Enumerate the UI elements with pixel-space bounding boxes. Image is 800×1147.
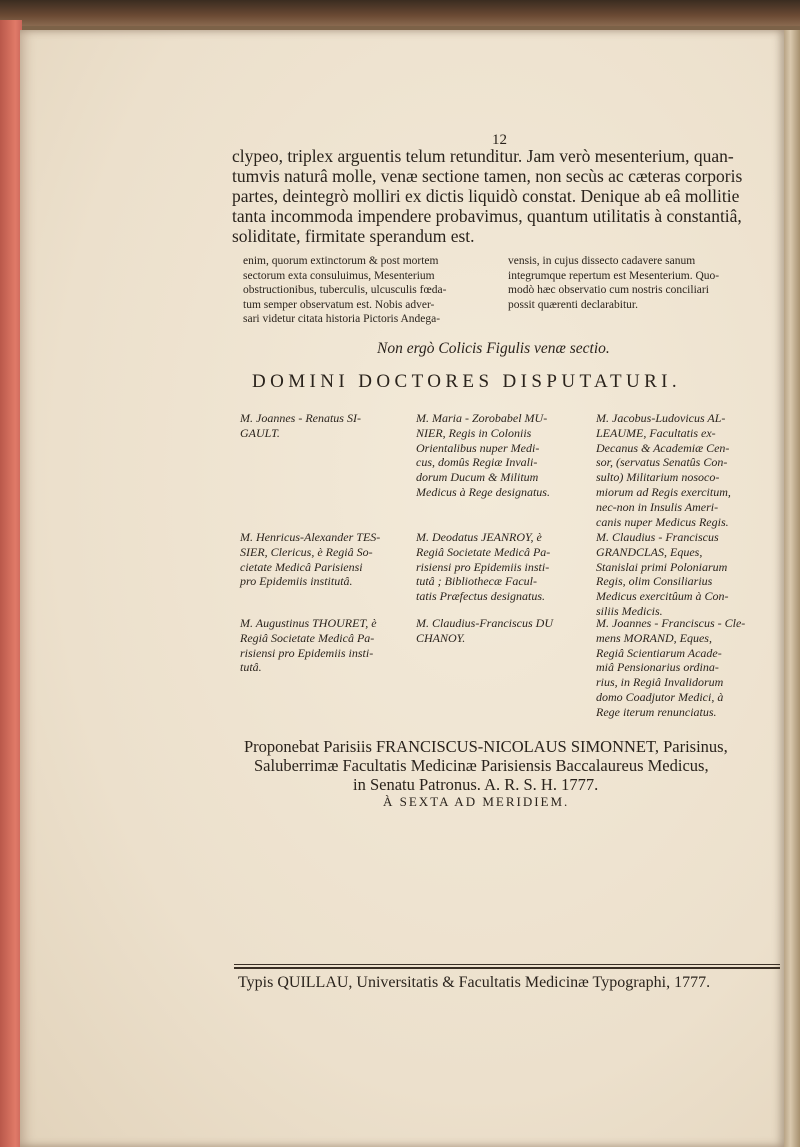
- doctor-entry: [596, 411, 731, 529]
- doctor-line: mens MORAND, Eques,: [596, 630, 712, 645]
- doctor-line: siliis Medicis.: [596, 603, 663, 618]
- time-line: À SEXTA AD MERIDIEM.: [383, 794, 570, 809]
- doctor-line: GAULT.: [240, 425, 280, 440]
- doctor-line: sulto) Militarium nosoco-: [596, 470, 720, 485]
- divider-rule: [234, 964, 780, 965]
- doctor-entry: [240, 411, 361, 441]
- doctor-line: tutâ.: [240, 660, 262, 675]
- doctor-line: M. Jacobus-Ludovicus AL-: [596, 411, 726, 425]
- text-column-left: [243, 254, 446, 327]
- paragraph-line: tanta incommoda impendere probavimus, quantum utilitatis à constantiâ,: [232, 206, 742, 226]
- column-line: enim, quorum extinctorum & post mortem: [243, 255, 439, 267]
- column-line: vensis, in cujus dissecto cadavere sanum: [508, 255, 696, 267]
- doctor-line: canis nuper Medicus Regis.: [596, 514, 729, 529]
- doctor-line: Medicus à Rege designatus.: [416, 484, 550, 499]
- text-column-right: [508, 254, 719, 312]
- doctor-line: Regiâ Scientiarum Acade-: [596, 645, 722, 660]
- proponebat-line: Proponebat Parisiis FRANCISCUS-NICOLAUS SIMONNET, Parisinus,: [244, 737, 728, 756]
- doctor-line: M. Claudius-Franciscus DU: [416, 616, 553, 630]
- doctor-line: Medicus exercitûum à Con-: [596, 589, 729, 604]
- doctor-line: risiensi pro Epidemiis insti-: [416, 559, 550, 574]
- doctor-line: Decanus & Academiæ Cen-: [596, 440, 730, 455]
- doctor-line: miorum ad Regis exercitum,: [596, 484, 731, 499]
- doctor-line: miâ Pensionarius ordina-: [596, 660, 719, 675]
- doctor-line: CHANOY.: [416, 630, 466, 645]
- divider-rule: [234, 967, 780, 969]
- doctor-line: cus, domûs Regiæ Invali-: [416, 455, 538, 470]
- doctor-line: GRANDCLAS, Eques,: [596, 544, 703, 559]
- page-number: 12: [492, 132, 507, 148]
- doctor-line: M. Henricus-Alexander TES-: [240, 530, 381, 544]
- doctor-line: cietate Medicâ Parisiensi: [240, 559, 363, 574]
- proponebat-line: in Senatu Patronus. A. R. S. H. 1777.: [353, 775, 599, 794]
- doctor-line: Rege iterum renunciatus.: [596, 704, 717, 719]
- column-line: possit quærenti declarabitur.: [508, 298, 638, 311]
- doctor-line: nec-non in Insulis Ameri-: [596, 499, 719, 514]
- printer-imprint: Typis QUILLAU, Universitatis & Facultatis Medicinæ Typographi, 1777.: [238, 974, 711, 991]
- doctor-line: risiensi pro Epidemiis insti-: [240, 645, 374, 660]
- paragraph-line: soliditate, firmitate sperandum est.: [232, 226, 475, 246]
- doctor-line: M. Augustinus THOURET, è: [240, 616, 377, 630]
- book-cover-top: [0, 0, 800, 26]
- doctor-line: Regiâ Societate Medicâ Pa-: [416, 544, 551, 559]
- doctor-entry: [240, 530, 380, 589]
- doctor-line: dorum Ducum & Militum: [416, 470, 539, 485]
- doctor-entry: [416, 616, 553, 646]
- doctor-line: rius, in Regiâ Invalidorum: [596, 675, 724, 690]
- doctor-line: sor, (servatus Senatûs Con-: [596, 455, 728, 470]
- doctor-line: tatis Præfectus designatus.: [416, 589, 545, 604]
- column-line: sari videtur citata historia Pictoris Andega-: [243, 313, 441, 325]
- doctor-line: Regis, olim Consiliarius: [596, 574, 713, 589]
- proponebat-line: Saluberrimæ Facultatis Medicinæ Parisiensis Baccalaureus Medicus,: [254, 756, 709, 775]
- column-line: tum semper observatum est. Nobis adver-: [243, 298, 435, 311]
- column-line: integrumque repertum est Mesenterium. Quo-: [508, 269, 720, 282]
- doctor-line: M. Maria - Zorobabel MU-: [416, 411, 548, 425]
- column-line: obstructionibus, tuberculis, ulcusculis fœda-: [243, 284, 447, 296]
- doctor-line: Regiâ Societate Medicâ Pa-: [240, 630, 375, 645]
- doctor-entry: [596, 616, 745, 720]
- book-cover-left: [0, 20, 22, 1147]
- doctor-line: M. Joannes - Franciscus - Cle-: [596, 616, 746, 630]
- doctor-entry: [596, 530, 729, 619]
- doctor-line: SIER, Clericus, è Regiâ So-: [240, 544, 373, 559]
- doctor-line: pro Epidemiis institutâ.: [240, 574, 353, 589]
- paragraph-line: partes, deintegrò molliri ex dictis liquidò constat. Denique ab eâ mollitie: [232, 186, 740, 206]
- column-line: modò hæc observatio cum nostris conciliari: [508, 284, 709, 296]
- doctor-line: Stanislai primi Poloniarum: [596, 559, 728, 574]
- doctor-line: M. Claudius - Franciscus: [596, 530, 719, 544]
- doctor-entry: [416, 411, 550, 500]
- doctor-line: LEAUME, Facultatis ex-: [596, 425, 716, 440]
- doctors-heading: DOMINI DOCTORES DISPUTATURI.: [252, 371, 682, 392]
- page-fore-edge: [784, 30, 800, 1147]
- doctor-line: NIER, Regis in Coloniis: [416, 425, 532, 440]
- column-line: sectorum exta consuluimus, Mesenterium: [243, 269, 435, 282]
- doctor-line: tutâ ; Bibliothecæ Facul-: [416, 574, 537, 589]
- doctor-entry: [240, 616, 377, 675]
- paragraph-line: clypeo, triplex arguentis telum retunditur. Jam verò mesenterium, quan-: [232, 146, 734, 166]
- paragraph-line: tumvis naturâ molle, venæ sectione tamen, non secùs ac cæteras corporis: [232, 166, 743, 186]
- doctor-entry: [416, 530, 550, 604]
- doctor-line: M. Deodatus JEANROY, è: [416, 530, 542, 544]
- doctor-line: domo Coadjutor Medici, à: [596, 689, 724, 704]
- main-paragraph: [232, 146, 742, 246]
- conclusion: Non ergò Colicis Figulis venæ sectio.: [377, 340, 610, 357]
- doctor-line: M. Joannes - Renatus SI-: [240, 411, 361, 425]
- doctor-line: Orientalibus nuper Medi-: [416, 440, 540, 455]
